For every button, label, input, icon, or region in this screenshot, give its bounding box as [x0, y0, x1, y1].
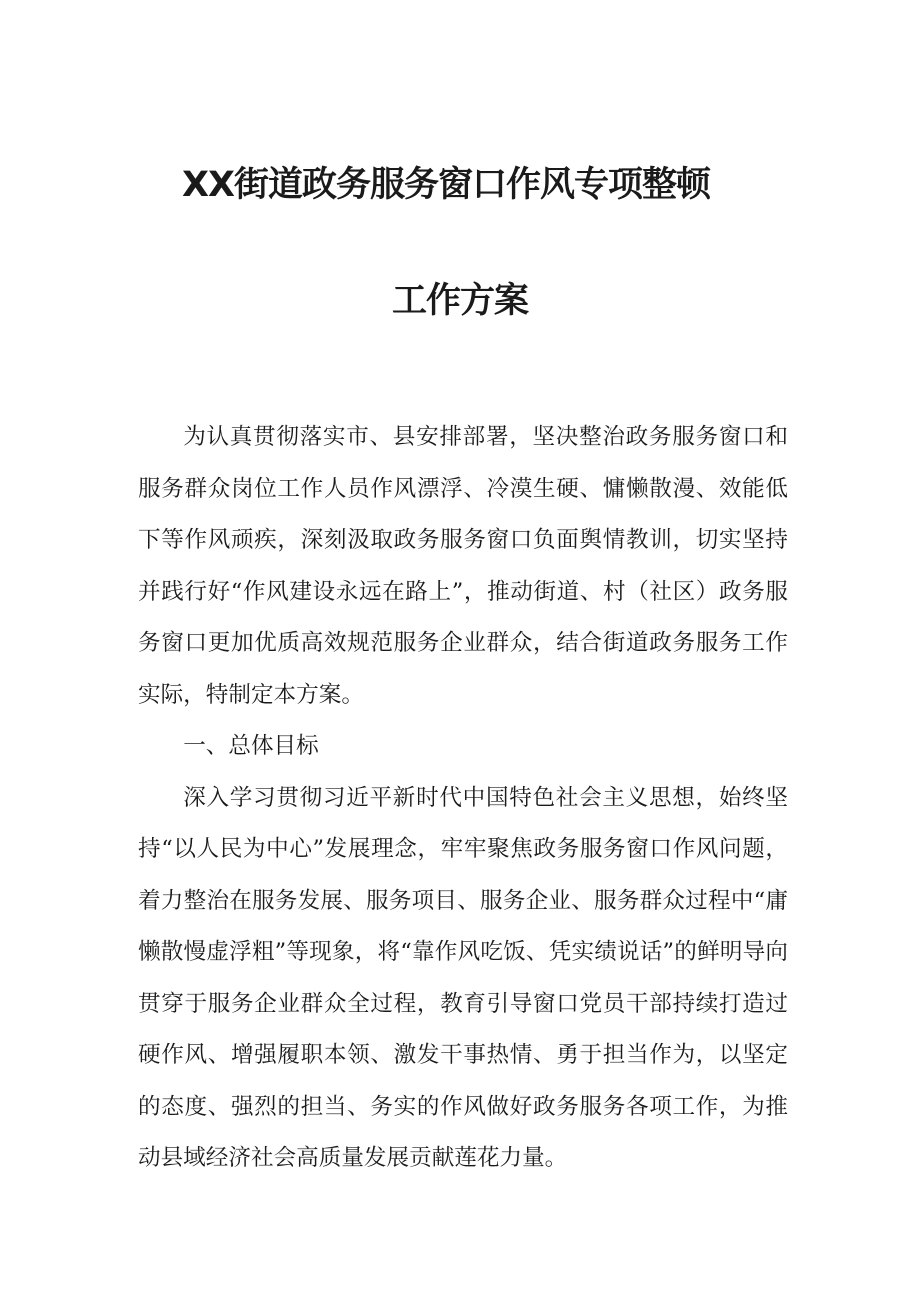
document-title-line2: 工作方案 [391, 281, 528, 321]
section-heading-general-goal: 一、总体目标 [183, 733, 319, 759]
general-goal-paragraph: 深入学习贯彻习近平新时代中国特色社会主义思想，始终坚持“以人民为中心”发展理念，牢牢聚焦政务服务窗口作风问题，着力整治在服务发展、服务项目、服务企业、服务群众过程中“庸懒散慢虚浮粗”等现象，将“靠作风吃饭、凭实绩说话”的鲜明导向贯穿于服务企业群众全过程，教育引导窗口党员干部持续打造过硬作风、增强履职本领、激发干事热情、勇于担当作为，以坚定的态度、强烈的担当、务实的作风做好政务服务各项工作，为推动县域经济社会高质量发展贡献莲花力量。 [138, 784, 788, 1171]
intro-paragraph: 为认真贯彻落实市、县安排部署，坚决整治政务服务窗口和服务群众岗位工作人员作风漂浮、冷漠生硬、慵懒散漫、效能低下等作风顽疾，深刻汲取政务服务窗口负面舆情教训，切实坚持并践行好“作风建设永远在路上”，推动街道、村（社区）政务服务窗口更加优质高效规范服务企业群众，结合街道政务服务工作实际，特制定本方案。 [138, 424, 788, 708]
document-title-line1: XX街道政务服务窗口作风专项整顿 [182, 165, 710, 205]
document-body [138, 412, 788, 1185]
